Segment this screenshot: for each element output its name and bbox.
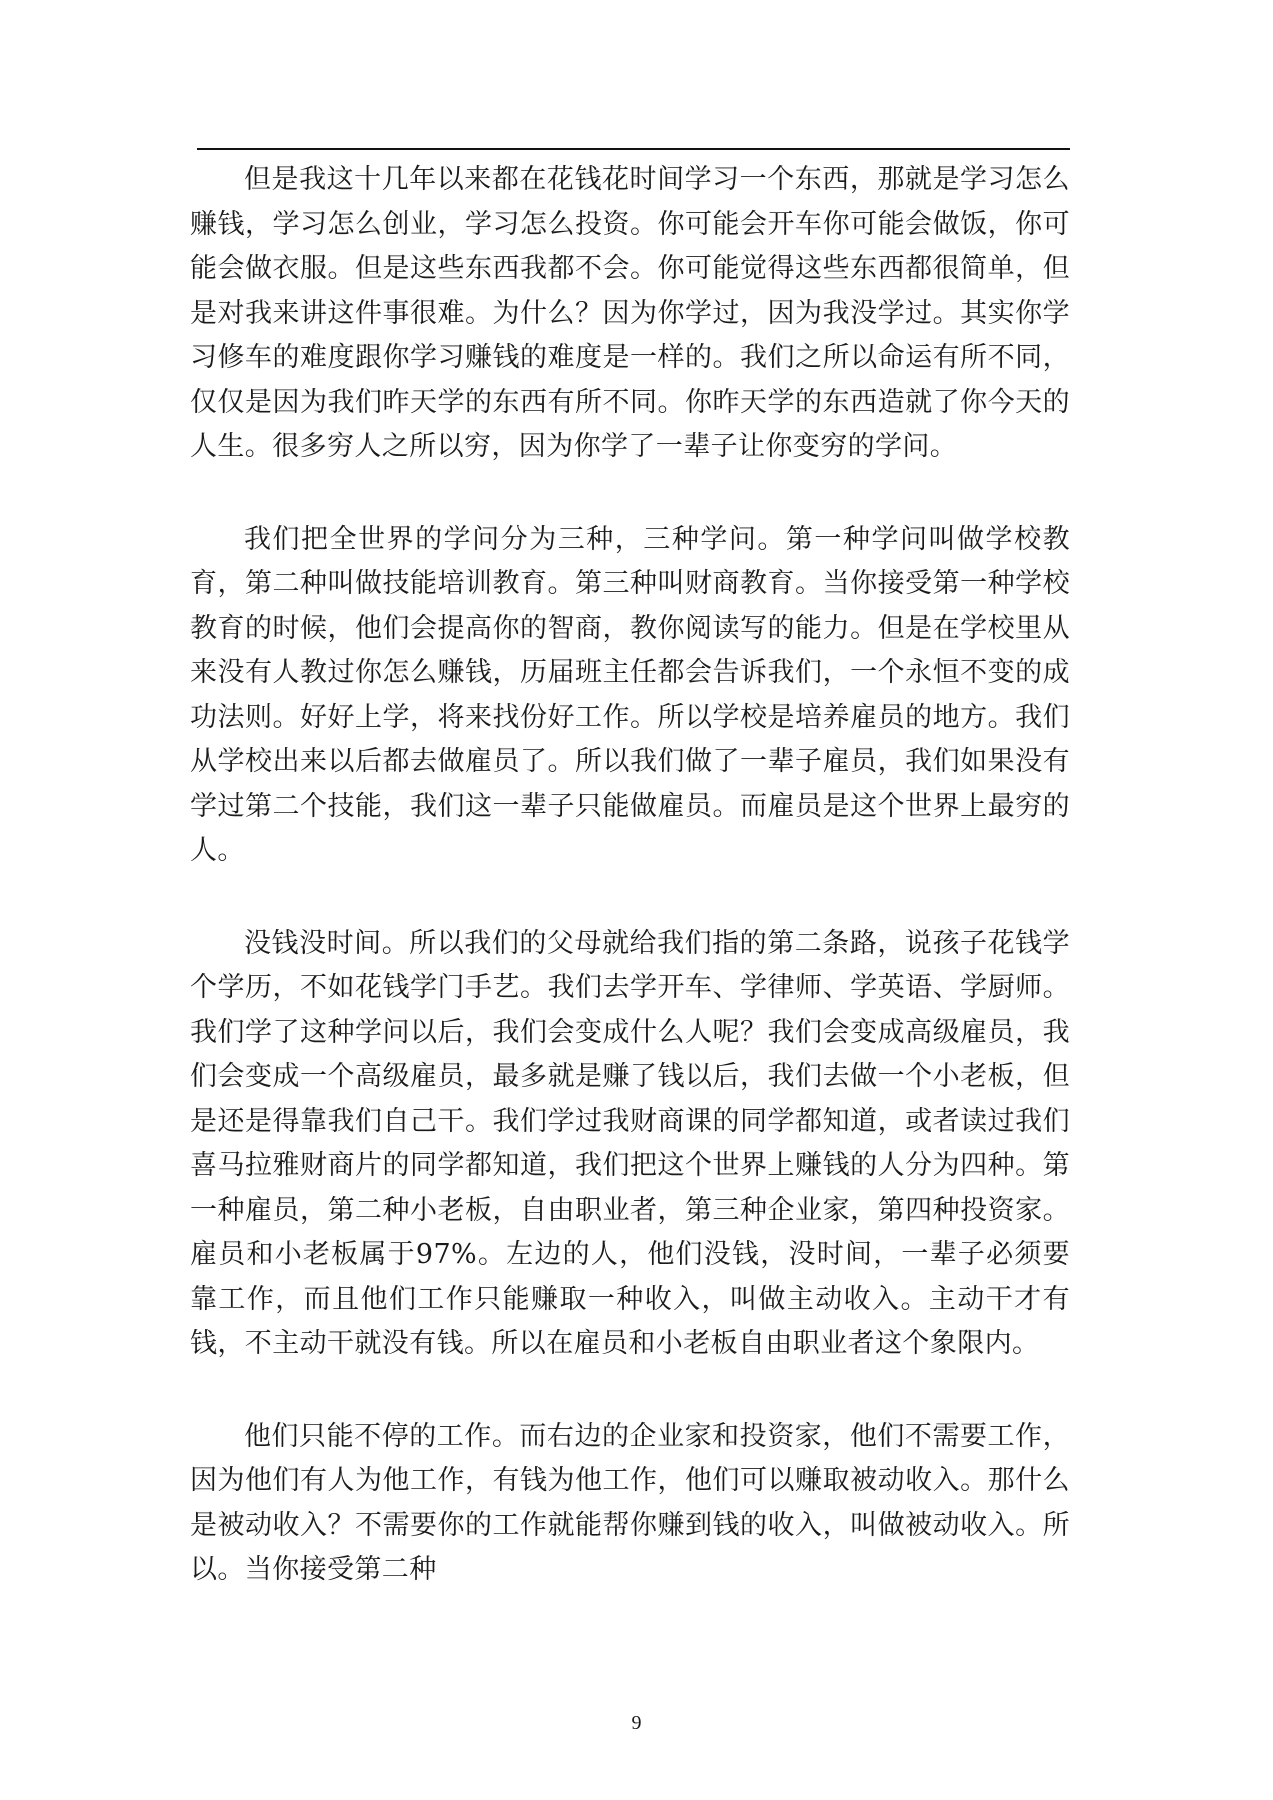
- paragraph-2: 我们把全世界的学问分为三种，三种学问。第一种学问叫做学校教育，第二种叫做技能培训教育。第三种叫财商教育。当你接受第一种学校教育的时候，他们会提高你的智商，教你阅读写的能力。但是在学校里从来没有人教过你怎么赚钱，历届班主任都会告诉我们，一个永恒不变的成功法则。好好上学，将来找份好工作。所以学校是培养雇员的地方。我们从学校出来以后都去做雇员了。所以我们做了一辈子雇员，我们如果没有学过第二个技能，我们这一辈子只能做雇员。而雇员是这个世界上最穷的人。: [190, 523, 1070, 866]
- document-body: [190, 158, 1070, 1641]
- paragraph-4: 他们只能不停的工作。而右边的企业家和投资家，他们不需要工作，因为他们有人为他工作，有钱为他工作，他们可以赚取被动收入。那什么是被动收入？不需要你的工作就能帮你赚到钱的收入，叫做被动收入。所以。当你接受第二种: [190, 1420, 1070, 1585]
- paragraph-1: 但是我这十几年以来都在花钱花时间学习一个东西，那就是学习怎么赚钱，学习怎么创业，学习怎么投资。你可能会开车你可能会做饭，你可能会做衣服。但是这些东西我都不会。你可能觉得这些东西都很简单，但是对我来讲这件事很难。为什么？因为你学过，因为我没学过。其实你学习修车的难度跟你学习赚钱的难度是一样的。我们之所以命运有所不同，仅仅是因为我们昨天学的东西有所不同。你昨天学的东西造就了你今天的人生。很多穷人之所以穷，因为你学了一辈子让你变穷的学问。: [190, 164, 1070, 462]
- paragraph-3: 没钱没时间。所以我们的父母就给我们指的第二条路，说孩子花钱学个学历，不如花钱学门手艺。我们去学开车、学律师、学英语、学厨师。我们学了这种学问以后，我们会变成什么人呢？我们会变成高级雇员，我们会变成一个高级雇员，最多就是赚了钱以后，我们去做一个小老板，但是还是得靠我们自己干。我们学过我财商课的同学都知道，或者读过我们喜马拉雅财商片的同学都知道，我们把这个世界上赚钱的人分为四种。第一种雇员，第二种小老板，自由职业者，第三种企业家，第四种投资家。雇员和小老板属于97%。左边的人，他们没钱，没时间，一辈子必须要靠工作，而且他们工作只能赚取一种收入，叫做主动收入。主动干才有钱，不主动干就没有钱。所以在雇员和小老板自由职业者这个象限内。: [190, 927, 1070, 1359]
- page-number: 9: [631, 1712, 642, 1734]
- header-rule: [197, 148, 1070, 150]
